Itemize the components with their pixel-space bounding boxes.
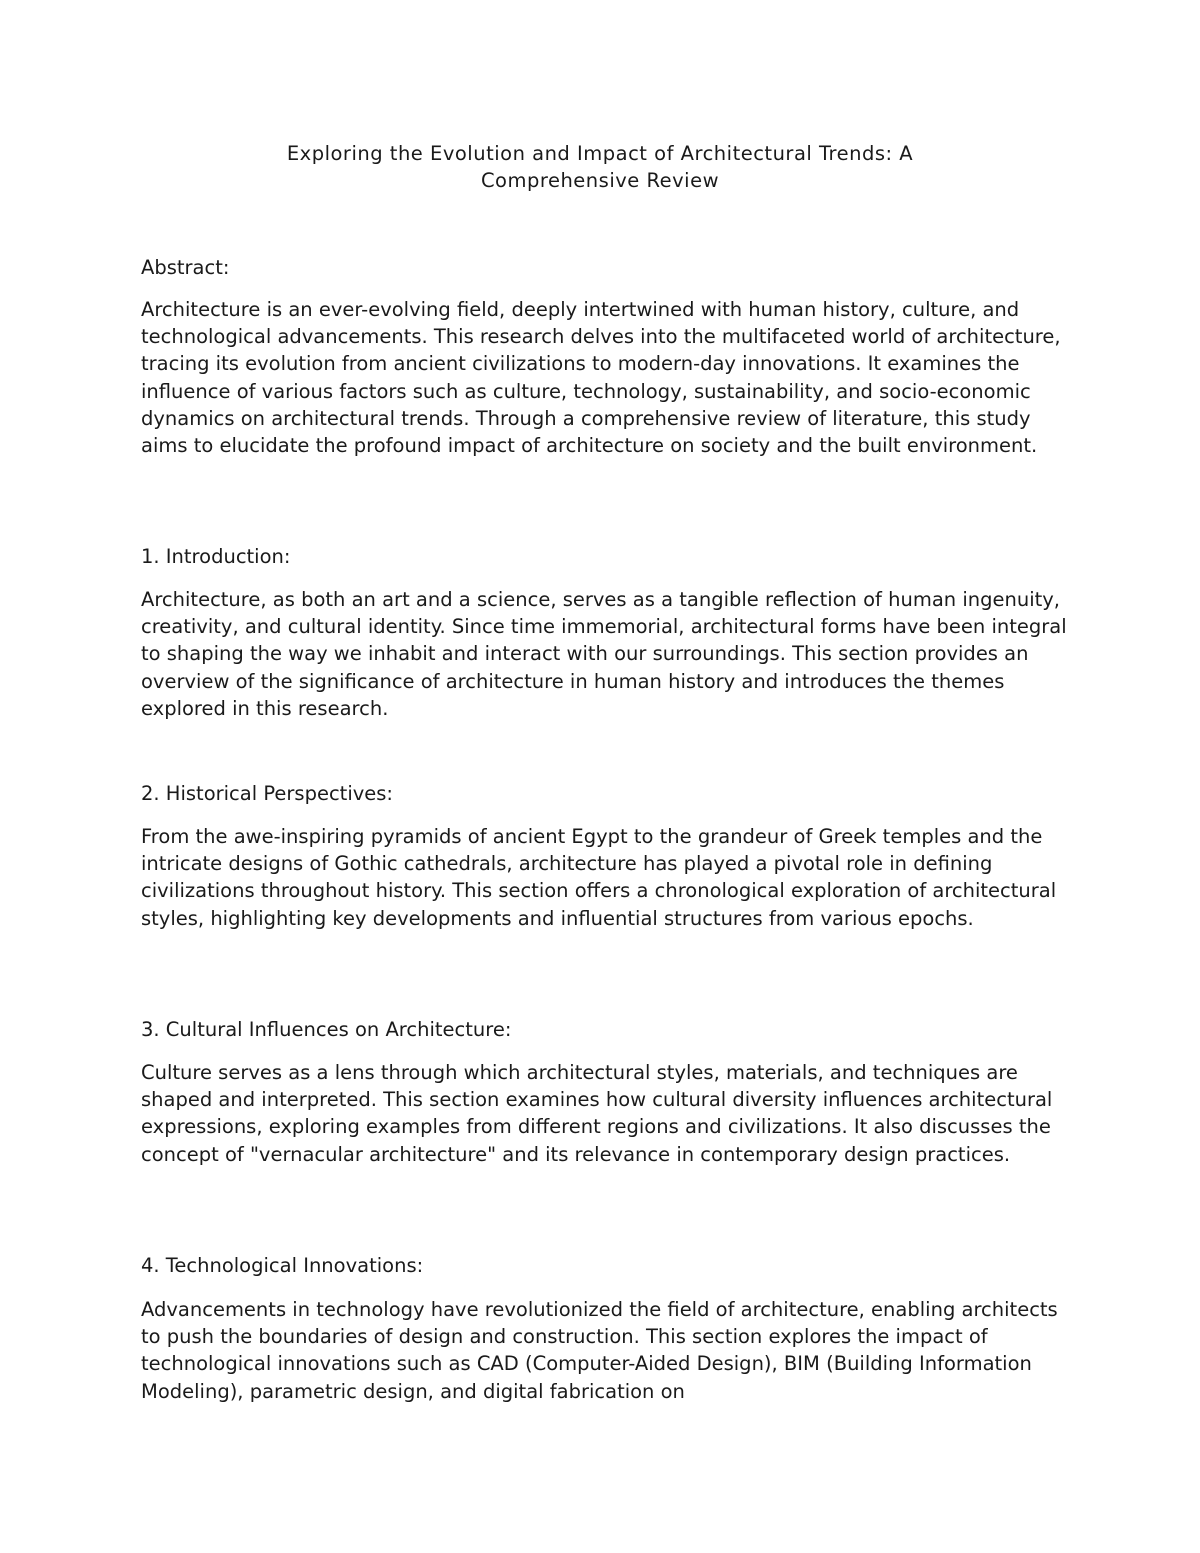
section-heading-introduction: 1. Introduction: xyxy=(141,545,291,568)
section-heading-cultural-influences: 3. Cultural Influences on Architecture: xyxy=(141,1018,512,1041)
section-body-technological-innovations: Advancements in technology have revolutionized the field of architecture, enabling architects to push the boundaries of design and construction. This section explores the impact of technological innovations such as CAD (Computer-Aided Design), BIM (Building Information Modeling), parametric design, and digital fabrication on xyxy=(141,1298,1058,1403)
document-title xyxy=(141,140,1059,194)
section-heading-technological-innovations: 4. Technological Innovations: xyxy=(141,1254,424,1277)
title-line-1: Exploring the Evolution and Impact of Architectural Trends: A xyxy=(286,142,914,165)
abstract-heading: Abstract: xyxy=(141,256,230,279)
title-line-2: Comprehensive Review xyxy=(480,169,720,192)
section-body-introduction: Architecture, as both an art and a science, serves as a tangible reflection of human ingenuity, creativity, and cultural identity. Since time immemorial, architectural forms have been integral to shaping the way we inhabit and interact with our surroundings. This section provides an overview of the significance of architecture in human history and introduces the themes explored in this research. xyxy=(141,588,1067,720)
abstract-body: Architecture is an ever-evolving field, deeply intertwined with human history, culture, and technological advancements. This research delves into the multifaceted world of architecture, tracing its evolution from ancient civilizations to modern-day innovations. It examines the influence of various factors such as culture, technology, sustainability, and socio-economic dynamics on architectural trends. Through a comprehensive review of literature, this study aims to elucidate the profound impact of architecture on society and the built environment. xyxy=(141,298,1061,458)
section-body-cultural-influences: Culture serves as a lens through which architectural styles, materials, and techniques are shaped and interpreted. This section examines how cultural diversity influences architectural expressions, exploring examples from different regions and civilizations. It also discusses the concept of "vernacular architecture" and its relevance in contemporary design practices. xyxy=(141,1061,1053,1166)
section-heading-historical-perspectives: 2. Historical Perspectives: xyxy=(141,782,394,805)
section-body-historical-perspectives: From the awe-inspiring pyramids of ancient Egypt to the grandeur of Greek temples and the intricate designs of Gothic cathedrals, architecture has played a pivotal role in defining civilizations throughout history. This section offers a chronological exploration of architectural styles, highlighting key developments and influential structures from various epochs. xyxy=(141,825,1057,930)
